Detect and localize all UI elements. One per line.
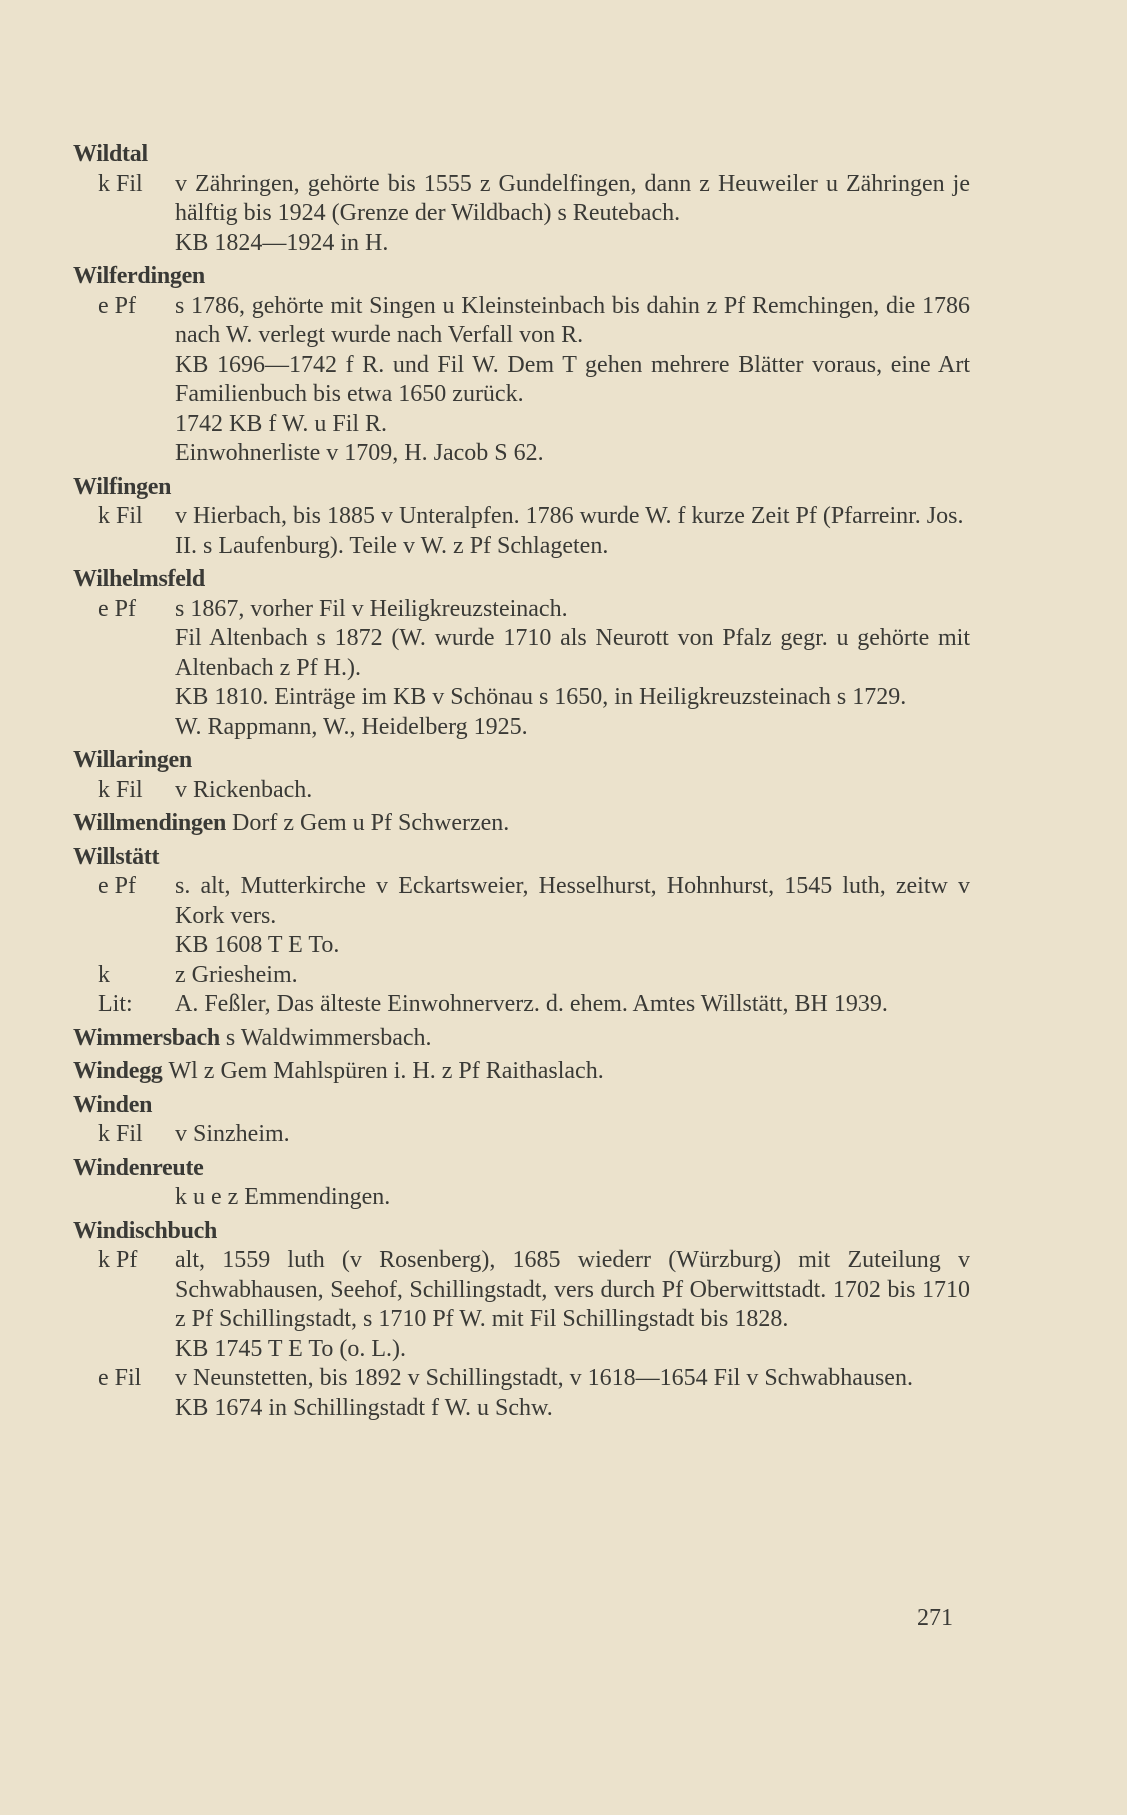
entry: [73, 565, 970, 742]
entry-headword: Windegg: [73, 1058, 163, 1084]
body-paragraph: v Sinzheim.: [175, 1121, 290, 1147]
body-paragraph: KB 1674 in Schillingstadt f W. u Schw.: [175, 1394, 553, 1421]
subsection-body: [175, 595, 970, 743]
entry-subsection: [73, 502, 970, 561]
body-paragraph: s. alt, Mutterkirche v Eckartsweier, Hesselhurst, Hohnhurst, 1545 luth, zeitw v Kork vers.: [175, 873, 970, 929]
body-paragraph: k u e z Emmendingen.: [175, 1184, 391, 1210]
entry-subsection: [73, 1364, 970, 1423]
entry: [73, 1154, 970, 1213]
body-paragraph: Fil Altenbach s 1872 (W. wurde 1710 als Neurott von Pfalz gegr. u gehörte mit Altenbach z Pf H.).: [175, 625, 970, 681]
page-number: 271: [917, 1605, 953, 1631]
subsection-body: [175, 872, 970, 961]
entry-headword: Wilferdingen: [73, 263, 205, 289]
body-paragraph: KB 1696—1742 f R. und Fil W. Dem T gehen mehrere Blätter voraus, eine Art Familienbuch bis etwa 1650 zurück.: [175, 351, 970, 407]
entry: [73, 843, 970, 1020]
body-paragraph: Einwohnerliste v 1709, H. Jacob S 62.: [175, 440, 544, 466]
entry-subsection: [73, 990, 970, 1020]
subsection-label: e Pf: [98, 292, 136, 319]
body-paragraph: v Hierbach, bis 1885 v Unteralpfen. 1786 wurde W. f kurze Zeit Pf (Pfarreinr. Jos. II. s Laufenburg). Teile v W. z Pf Schlageten.: [175, 503, 964, 559]
entry: [73, 746, 970, 805]
subsection-label: k: [98, 961, 110, 988]
entry-subsection: [73, 1120, 970, 1150]
entry-subsection: [73, 1246, 970, 1364]
body-paragraph: 1742 KB f W. u Fil R.: [175, 410, 388, 437]
entry-subsection: [73, 170, 970, 259]
body-paragraph: v Rickenbach.: [175, 776, 313, 803]
entry: [73, 1217, 970, 1424]
entry-subsection: [73, 1183, 970, 1213]
subsection-body: [175, 776, 970, 806]
entry-inline-text: s Waldwimmersbach.: [225, 1024, 432, 1051]
entry-headword: Willstätt: [73, 843, 160, 870]
subsection-label: k Fil: [98, 776, 143, 803]
entry: [73, 262, 970, 469]
subsection-label: k Fil: [98, 170, 143, 197]
entry-subsection: [73, 872, 970, 961]
subsection-body: [175, 1246, 970, 1364]
body-paragraph: s 1867, vorher Fil v Heiligkreuzsteinach.: [175, 595, 568, 622]
subsection-body: [175, 1183, 970, 1213]
body-paragraph: W. Rappmann, W., Heidelberg 1925.: [175, 713, 528, 740]
entry-subsection: [73, 776, 970, 806]
subsection-label: k Fil: [98, 1121, 143, 1147]
body-paragraph: KB 1745 T E To (o. L.).: [175, 1335, 406, 1362]
body-paragraph: s 1786, gehörte mit Singen u Kleinsteinbach bis dahin z Pf Remchingen, die 1786 nach W. verlegt wurde nach Verfall von R.: [175, 292, 970, 348]
subsection-body: [175, 502, 970, 561]
entry-headword: Windenreute: [73, 1154, 204, 1181]
subsection-body: [175, 170, 970, 259]
entry: [73, 1057, 970, 1087]
entry-headword: Wilhelmsfeld: [73, 566, 205, 592]
subsection-body: [175, 990, 970, 1020]
subsection-label: e Pf: [98, 873, 136, 899]
subsection-body: [175, 292, 970, 469]
entry-headword: Windischbuch: [73, 1217, 218, 1244]
entry-inline-text: Wl z Gem Mahlspüren i. H. z Pf Raithaslach.: [168, 1058, 604, 1084]
subsection-label: e Fil: [98, 1365, 142, 1391]
entry: [73, 473, 970, 562]
entry-subsection: [73, 961, 970, 991]
subsection-body: [175, 1120, 970, 1150]
subsection-label: k Fil: [98, 503, 143, 529]
body-paragraph: alt, 1559 luth (v Rosenberg), 1685 wiederr (Würzburg) mit Zuteilung v Schwabhausen, Seehof, Schillingstadt, vers durch Pf Oberwittstadt. 1702 bis 1710 z Pf Schillingstadt, s 1710 Pf W. mit Fil Schillingstadt bis 1828.: [175, 1247, 970, 1332]
entry-headword: Wildtal: [73, 141, 148, 167]
entry: [73, 1024, 970, 1054]
body-paragraph: KB 1810. Einträge im KB v Schönau s 1650, in Heiligkreuzsteinach s 1729.: [175, 684, 907, 710]
body-paragraph: KB 1824—1924 in H.: [175, 229, 389, 256]
entry-headword: Willmendingen: [73, 810, 227, 836]
entry-headword: Wimmersbach: [73, 1024, 220, 1051]
subsection-body: [175, 1364, 970, 1423]
entry-headword: Wilfingen: [73, 473, 172, 500]
entry-subsection: [73, 292, 970, 469]
entry-inline-text: Dorf z Gem u Pf Schwerzen.: [232, 810, 510, 836]
subsection-label: k Pf: [98, 1247, 138, 1273]
gazetteer-page: [73, 140, 970, 1427]
body-paragraph: A. Feßler, Das älteste Einwohnerverz. d. ehem. Amtes Willstätt, BH 1939.: [175, 991, 888, 1017]
subsection-label: Lit:: [98, 991, 133, 1017]
body-paragraph: z Griesheim.: [175, 961, 298, 988]
entry-headword: Willaringen: [73, 747, 192, 773]
entry: [73, 809, 970, 839]
subsection-label: e Pf: [98, 595, 136, 622]
subsection-label: [73, 1183, 175, 1213]
entry: [73, 140, 970, 258]
entry-subsection: [73, 595, 970, 743]
entry: [73, 1091, 970, 1150]
body-paragraph: v Zähringen, gehörte bis 1555 z Gundelfingen, dann z Heuweiler u Zähringen je hälftig bis 1924 (Grenze der Wildbach) s Reutebach.: [175, 170, 970, 226]
body-paragraph: v Neunstetten, bis 1892 v Schillingstadt, v 1618—1654 Fil v Schwabhausen.: [175, 1365, 913, 1391]
entry-headword: Winden: [73, 1091, 153, 1118]
body-paragraph: KB 1608 T E To.: [175, 932, 340, 958]
subsection-body: [175, 961, 970, 991]
